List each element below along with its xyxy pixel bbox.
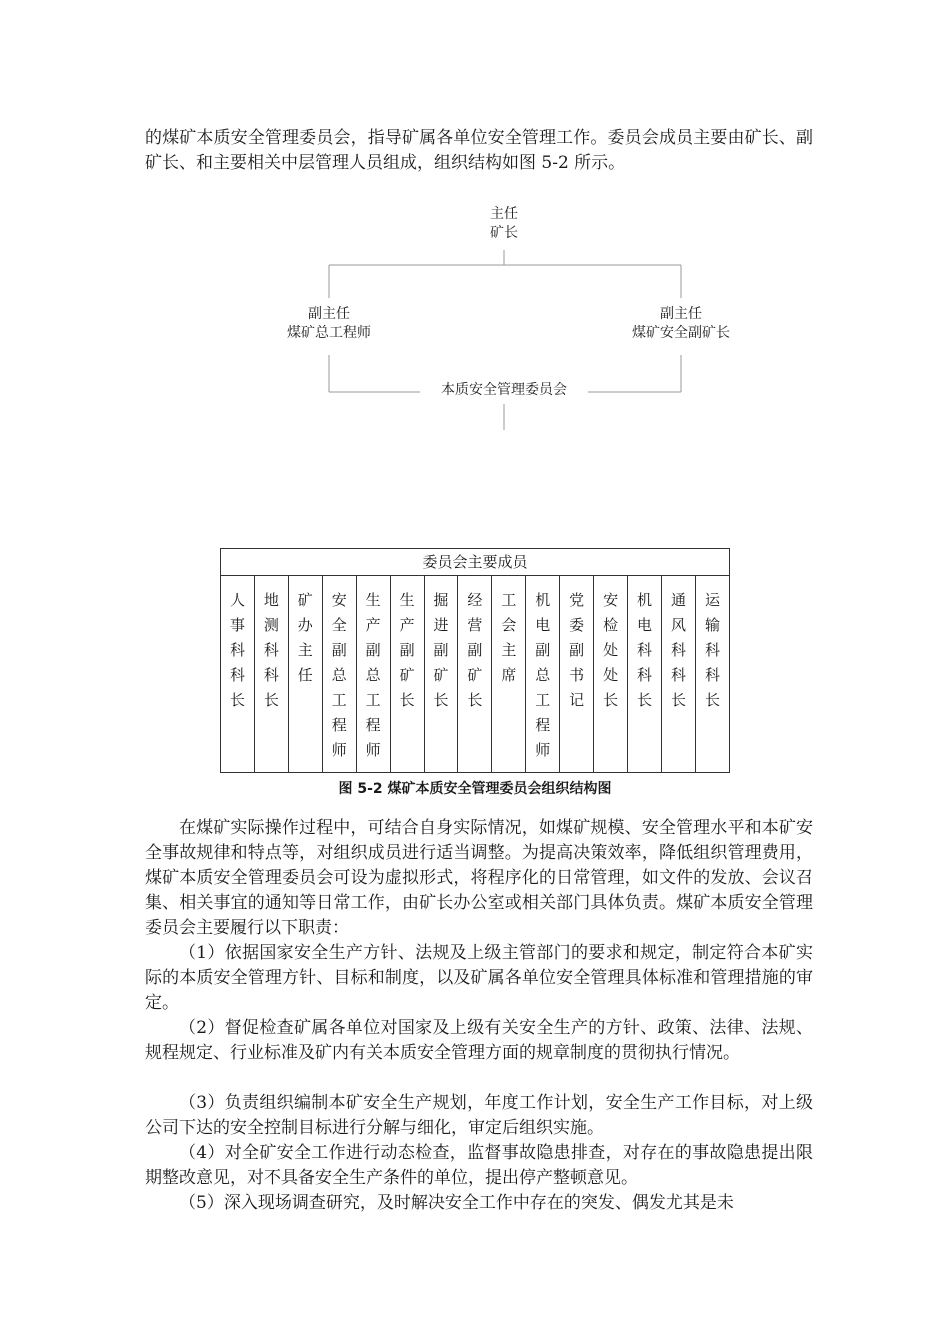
figure-caption: 图 5-2 煤矿本质安全管理委员会组织结构图 [338, 781, 612, 797]
org-chart [0, 0, 950, 440]
member-cell: 机电副总工程师 [526, 576, 560, 773]
member-cell: 生产副矿长 [390, 576, 424, 773]
org-node-deputy-left-title: 煤矿总工程师 [287, 325, 371, 341]
duty-item-3: （3）负责组织编制本矿安全生产规划，年度工作计划，安全生产工作目标，对上级公司下达的安全控制目标进行分解与细化，审定后组织实施。 [145, 1093, 813, 1138]
member-cell: 经营副矿长 [458, 576, 492, 773]
member-cell: 地测科科长 [254, 576, 288, 773]
member-cell: 安全副总工程师 [322, 576, 356, 773]
member-cell: 通风科科长 [661, 576, 695, 773]
org-node-director [454, 205, 554, 243]
duty-item-2: （2）督促检查矿属各单位对国家及上级有关安全生产的方针、政策、法律、法规、规程规定、行业标准及矿内有关本质安全管理方面的规章制度的贯彻执行情况。 [145, 1018, 813, 1063]
org-node-deputy-right-title: 煤矿安全副矿长 [632, 325, 730, 341]
org-node-deputy-right-role: 副主任 [660, 306, 702, 322]
body-paragraph-intro: 在煤矿实际操作过程中，可结合自身实际情况，如煤矿规模、安全管理水平和本矿安全事故规律和特点等，对组织成员进行适当调整。为提高决策效率，降低组织管理费用，煤矿本质安全管理委员会可设为虚拟形式，将程序化的日常管理，如文件的发放、会议召集、相关事宜的通知等日常工作，由矿长办公室或相关部门具体负责。煤矿本质安全管理委员会主要履行以下职责： [145, 818, 813, 938]
org-node-director-title: 矿长 [490, 225, 518, 241]
members-table [220, 548, 730, 773]
member-cell: 生产副总工程师 [356, 576, 390, 773]
duty-item-5: （5）深入现场调查研究，及时解决安全工作中存在的突发、偶发尤其是未 [179, 1193, 734, 1213]
org-node-deputy-left-role: 副主任 [308, 306, 350, 322]
member-cell: 矿办主任 [288, 576, 322, 773]
org-node-deputy-left [254, 305, 404, 343]
org-node-committee: 本质安全管理委员会 [424, 381, 584, 400]
member-cell: 工会主席 [492, 576, 526, 773]
member-cell: 掘进副矿长 [424, 576, 458, 773]
duty-item-1: （1）依据国家安全生产方针、法规及上级主管部门的要求和规定，制定符合本矿实际的本质安全管理方针、目标和制度，以及矿属各单位安全管理具体标准和管理措施的审定。 [145, 943, 813, 1013]
org-node-director-role: 主任 [490, 206, 518, 222]
member-cell: 党委副书记 [560, 576, 594, 773]
org-node-deputy-right [596, 305, 766, 343]
member-cell: 安检处处长 [594, 576, 628, 773]
member-cell: 机电科科长 [628, 576, 662, 773]
intro-paragraph: 的煤矿本质安全管理委员会，指导矿属各单位安全管理工作。委员会成员主要由矿长、副矿长、和主要相关中层管理人员组成，组织结构如图 5-2 所示。 [145, 128, 813, 173]
member-cell: 人事科科长 [221, 576, 255, 773]
members-table-header: 委员会主要成员 [221, 549, 730, 576]
duty-item-4: （4）对全矿安全工作进行动态检查，监督事故隐患排查，对存在的事故隐患提出限期整改意见，对不具备安全生产条件的单位，提出停产整顿意见。 [145, 1143, 813, 1188]
member-cell: 运输科科长 [695, 576, 729, 773]
